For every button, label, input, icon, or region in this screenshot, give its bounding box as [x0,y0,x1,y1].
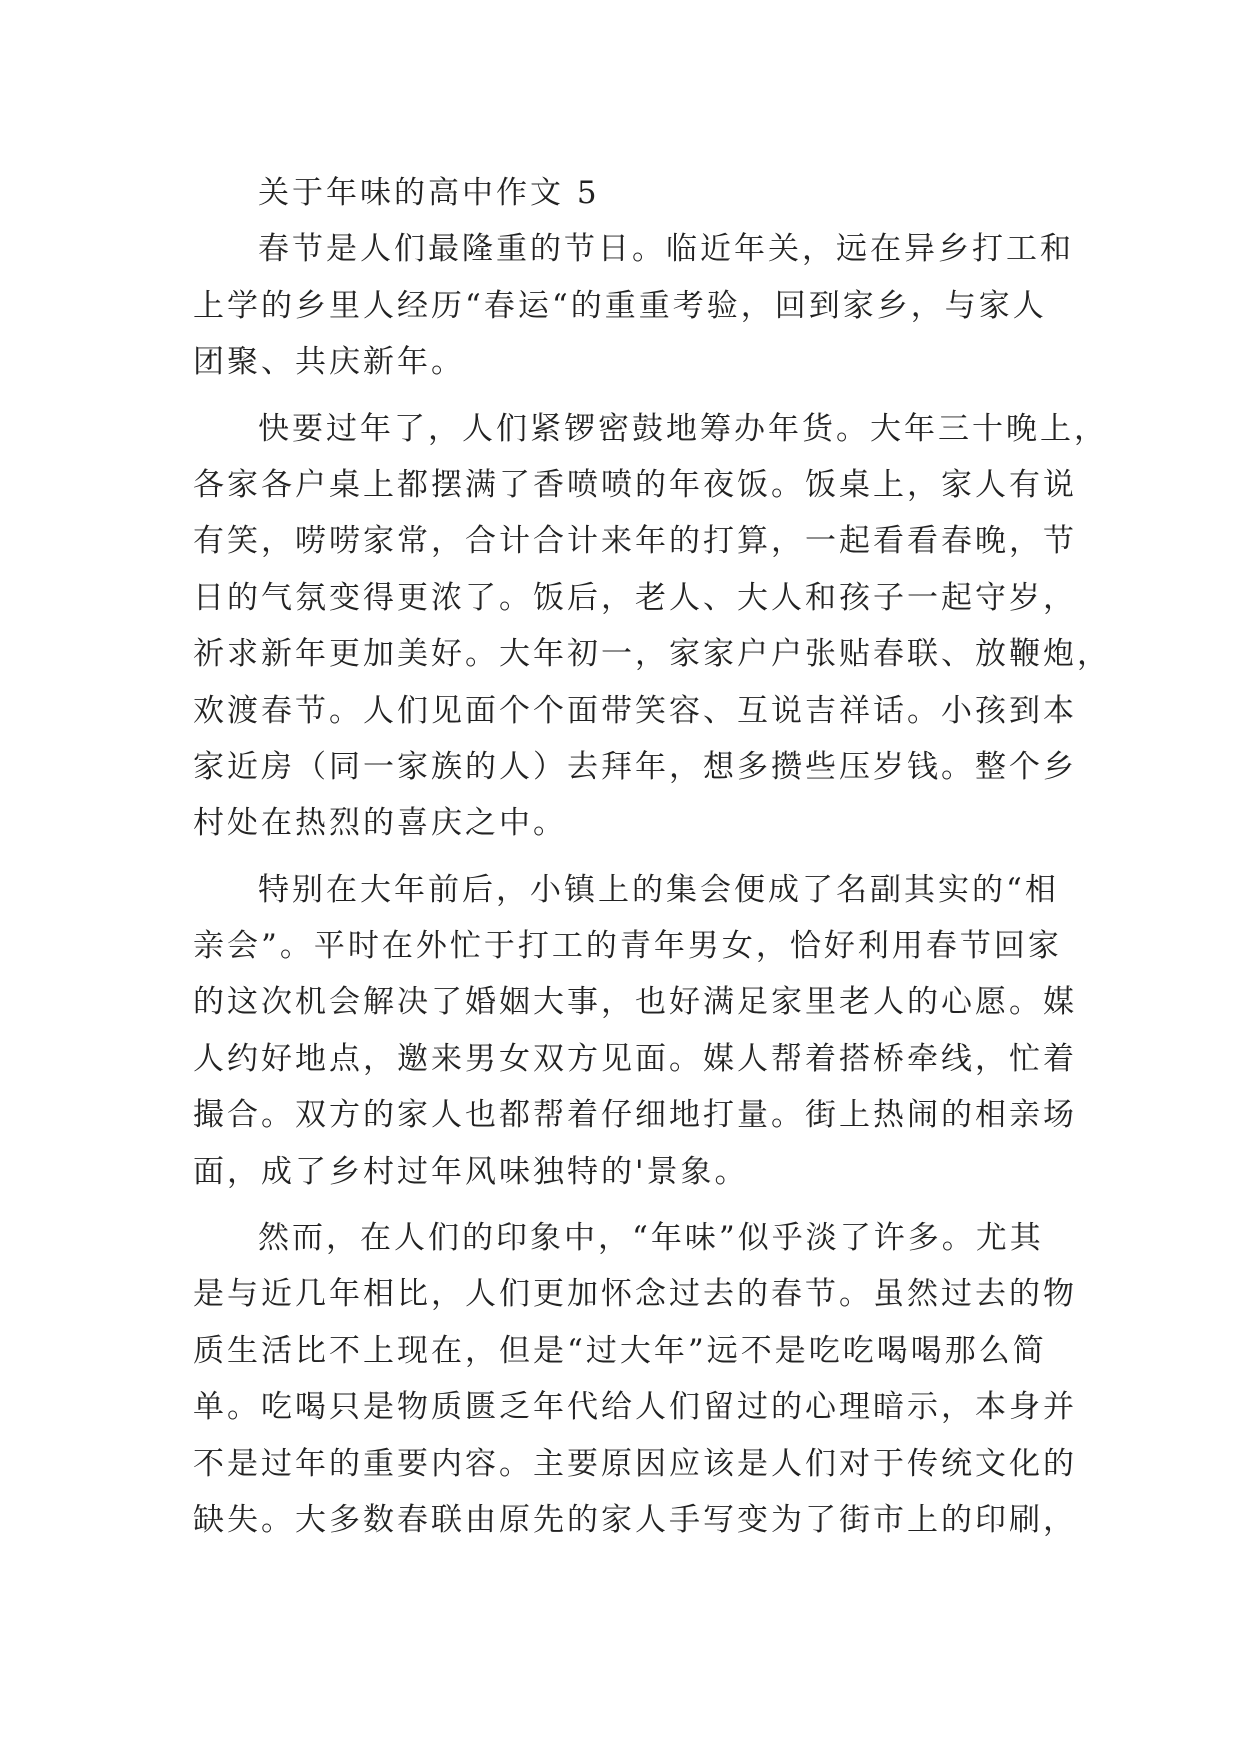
paragraph-4 [193,1210,1077,1548]
document-body [193,165,1111,1548]
paragraph-line: 撮合。双方的家人也都帮着仔细地打量。街上热闹的相亲场 [193,1097,1077,1134]
paragraph-2 [193,401,1111,852]
paragraph-3 [193,862,1077,1200]
paragraph-line: 日的气氛变得更浓了。饭后，老人、大人和孩子一起守岁， [193,579,1077,616]
paragraph-line: 特别在大年前后，小镇上的集会便成了名副其实的“相 [258,871,1059,908]
paragraph-line: 欢渡春节。人们见面个个面带笑容、互说吉祥话。小孩到本 [193,692,1077,729]
paragraph-line: 村处在热烈的喜庆之中。 [193,805,567,842]
paragraph-1 [193,221,1074,390]
paragraph-line: 面，成了乡村过年风味独特的'景象。 [193,1153,749,1190]
paragraph-line: 有笑，唠唠家常，合计合计来年的打算，一起看看春晚，节 [193,523,1077,560]
paragraph-line: 春节是人们最隆重的节日。临近年关，远在异乡打工和 [258,231,1074,268]
paragraph-line: 祈求新年更加美好。大年初一，家家户户张贴春联、放鞭炮， [193,636,1111,673]
paragraph-line: 缺失。大多数春联由原先的家人手写变为了街市上的印刷， [193,1501,1077,1538]
paragraph-line: 人约好地点，邀来男女双方见面。媒人帮着搭桥牵线，忙着 [193,1040,1077,1077]
document-title: 关于年味的高中作文 5 [258,175,600,211]
paragraph-line: 各家各户桌上都摆满了香喷喷的年夜饭。饭桌上，家人有说 [193,466,1077,503]
paragraph-line: 团聚、共庆新年。 [193,344,465,381]
paragraph-line: 的这次机会解决了婚姻大事，也好满足家里老人的心愿。媒 [193,984,1077,1021]
paragraph-line: 家近房（同一家族的人）去拜年，想多攒些压岁钱。整个乡 [193,748,1077,785]
paragraph-line: 单。吃喝只是物质匮乏年代给人们留过的心理暗示，本身并 [193,1389,1077,1426]
paragraph-line: 快要过年了，人们紧锣密鼓地筹办年货。大年三十晚上， [258,410,1108,447]
paragraph-line: 是与近几年相比，人们更加怀念过去的春节。虽然过去的物 [193,1276,1077,1313]
paragraph-line: 上学的乡里人经历“春运“的重重考验，回到家乡，与家人 [193,287,1047,324]
paragraph-line: 不是过年的重要内容。主要原因应该是人们对于传统文化的 [193,1445,1077,1482]
paragraph-line: 然而，在人们的印象中，“年味”似乎淡了许多。尤其 [258,1220,1044,1257]
paragraph-line: 质生活比不上现在，但是“过大年”远不是吃吃喝喝那么简 [193,1332,1047,1369]
paragraph-line: 亲会”。平时在外忙于打工的青年男女，恰好利用春节回家 [193,928,1062,965]
